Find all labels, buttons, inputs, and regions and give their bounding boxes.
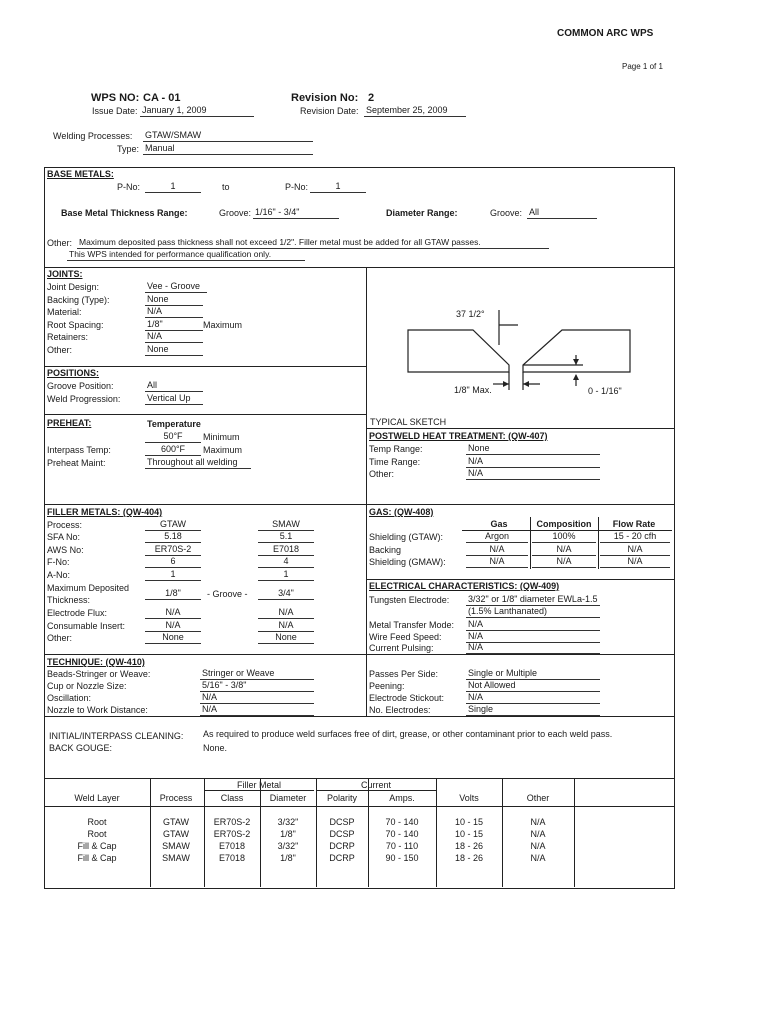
sketch-root-face: 0 - 1/16" [588,386,622,396]
technique-field-value: N/A [200,704,314,716]
technique-field-value: Single or Multiple [466,668,600,680]
preheat-minimum-value: 50°F [145,431,201,443]
divider [44,414,366,415]
filler-field-label: SFA No: [47,532,81,542]
pno-label: P-No: [117,182,141,192]
weld-table-cell: 90 - 150 [385,853,419,863]
revision-label: Revision No: [291,92,359,104]
weld-table-group-filler: Filler Metal [236,780,281,790]
pno-label-2: P-No: [285,182,309,192]
preheat-minimum-label: Minimum [203,432,240,442]
technique-field-label: Oscillation: [47,693,92,703]
max-deposited-label: Maximum Deposited [47,583,130,593]
weld-table-header: Process [159,793,193,803]
filler-gtaw-value: 5.18 [145,531,201,543]
filler-smaw-value: 1 [258,569,314,581]
joint-field-value: 1/8" [145,319,203,331]
weld-table-header: Other [526,793,550,803]
weld-table-cell: 1/8" [280,853,296,863]
preheat-maint-label: Preheat Maint: [47,458,106,468]
welding-processes: GTAW/SMAW [143,130,313,142]
filler-smaw-value: None [258,632,314,644]
joint-field-value: Vee - Groove [145,281,207,293]
divider [44,654,674,655]
technique-field-label: No. Electrodes: [369,705,431,715]
pno-1: 1 [145,181,201,193]
filler-field-label: Consumable Insert: [47,620,126,631]
gas-type-value: N/A [466,556,528,568]
gas-header-gas: Gas [490,519,508,529]
group-rule [316,790,436,791]
face-arrowhead-top [573,359,579,365]
weld-table-cell: E7018 [218,841,246,851]
wps-number: CA - 01 [143,92,181,104]
weld-table-header: Polarity [326,793,357,803]
joint-field-label: Retainers: [47,332,89,342]
filler-smaw-value: 4 [258,556,314,568]
diameter-groove-value: All [527,207,597,219]
weld-table-cell: 10 - 15 [454,817,484,827]
pwht-field-value: N/A [466,468,600,480]
weld-table-cell: 18 - 26 [454,841,484,851]
weld-progression: Vertical Up [145,393,203,405]
revision-number: 2 [368,92,375,104]
divider [44,267,674,268]
filler-gtaw-value: ER70S-2 [145,544,201,556]
gas-col-rule [598,517,599,569]
type-label: Type: [117,144,140,154]
weld-table-cell: 3/32" [277,817,299,827]
filler-gtaw-value: N/A [145,620,201,632]
weld-table-cell: DCRP [329,853,355,863]
divider [44,716,674,717]
weld-table-header: Amps. [389,793,415,803]
gas-flow-value: N/A [600,544,670,556]
electrical-field-label: Wire Feed Speed: [369,631,442,642]
max-deposited-label-2: Thickness: [47,595,91,605]
pwht-field-label: Temp Range: [369,444,423,454]
back-gouge-value: None. [203,743,228,753]
weld-table-header: Weld Layer [74,793,120,803]
weld-table-cell: Fill & Cap [77,841,117,851]
filler-field-label: AWS No: [47,544,84,555]
weld-table-cell: N/A [530,817,546,827]
groove-position-label: Groove Position: [47,381,114,391]
filler-smaw-value: 5.1 [258,531,314,543]
thickness-groove-value: 1/16" - 3/4" [253,207,339,219]
max-deposited-smaw: 3/4" [258,588,314,600]
diameter-range-label: Diameter Range: [386,208,458,218]
weld-table-cell: N/A [530,841,546,851]
thickness-range-label: Base Metal Thickness Range: [61,208,188,218]
filler-smaw-value: N/A [258,620,314,632]
technique-title: TECHNIQUE: (QW-410) [47,657,145,667]
gas-composition-value: N/A [532,556,596,568]
weld-table-cell: N/A [530,829,546,839]
gas-header-flow: Flow Rate [612,519,656,529]
weld-table-cell: DCRP [329,841,355,851]
gas-type-value: N/A [466,544,528,556]
interpass-value: 600°F [145,444,201,456]
page-number: Page 1 of 1 [622,62,663,71]
weld-table-cell: 70 - 110 [385,841,419,851]
technique-field-value: N/A [466,692,600,704]
weld-table-cell: SMAW [162,853,190,863]
joint-field-value: N/A [145,331,203,343]
gas-title: GAS: (QW-408) [369,507,434,517]
technique-field-label: Passes Per Side: [369,669,439,679]
left-plate [408,330,509,372]
gas-field-label: Backing [369,544,402,555]
revision-date: September 25, 2009 [364,105,466,117]
weld-table-cell: ER70S-2 [213,817,251,827]
technique-field-value: Stringer or Weave [200,668,314,680]
pwht-field-label: Time Range: [369,456,421,467]
weld-table-cell: E7018 [218,853,246,863]
gas-composition-value: 100% [532,531,596,543]
divider [44,366,366,367]
filler-field-label: Other: [47,633,73,643]
divider [366,579,674,580]
interpass-suffix: Maximum [203,445,243,455]
weld-table-cell: Root [87,817,107,827]
electrical-field-value: N/A [466,642,600,654]
weld-progression-label: Weld Progression: [47,394,121,404]
pwht-field-value: None [466,443,600,455]
weld-table-cell: SMAW [162,841,190,851]
filler-smaw-value: E7018 [258,544,314,556]
electrical-field-label: Current Pulsing: [369,643,434,653]
pno-2: 1 [310,181,366,193]
weld-table-header: Volts [459,793,479,803]
preheat-title: PREHEAT: [47,418,92,428]
gas-col-rule [530,517,531,569]
revision-date-label: Revision Date: [300,106,359,116]
filler-gtaw-value: 1 [145,569,201,581]
tungsten-line-2: (1.5% Lanthanated) [466,606,600,618]
sketch-caption: TYPICAL SKETCH [370,417,447,427]
tungsten-label: Tungsten Electrode: [369,595,450,605]
weld-table-cell: 1/8" [280,829,296,839]
filler-gtaw-value: N/A [145,607,201,619]
issue-date-label: Issue Date: [92,106,138,116]
filler-title: FILLER METALS: (QW-404) [47,507,163,517]
positions-title: POSITIONS: [47,368,100,378]
joint-field-label: Joint Design: [47,282,100,292]
pwht-field-value: N/A [466,456,600,468]
base-metals-title: BASE METALS: [47,169,114,179]
diameter-groove-label: Groove: [490,208,523,218]
base-other-label: Other: [47,238,73,248]
column-divider [366,267,367,716]
electrical-field-label: Metal Transfer Mode: [369,620,455,630]
divider [44,778,674,779]
cleaning-value: As required to produce weld surfaces free of dirt, grease, or other contaminant prior to each weld pass. [203,729,613,739]
gap-arrowhead-left [503,381,509,387]
preheat-maint-value: Throughout all welding [145,457,251,469]
weld-table-cell: ER70S-2 [213,829,251,839]
filler-field-label: Electrode Flux: [47,608,108,618]
back-gouge-label: BACK GOUGE: [49,743,113,753]
filler-col-gtaw: GTAW [145,519,201,531]
weld-table-cell: 70 - 140 [385,829,419,839]
pno-to: to [222,182,230,192]
weld-table-cell: Root [87,829,107,839]
weld-table-cell: DCSP [329,829,355,839]
weld-table-cell: 3/32" [277,841,299,851]
weld-table-cell: Fill & Cap [77,853,117,863]
electrical-title: ELECTRICAL CHARACTERISTICS: (QW-409) [369,581,560,591]
technique-field-label: Peening: [369,681,405,691]
joint-field-value: None [145,344,203,356]
tungsten-line-1: 3/32" or 1/8" diameter EWLa-1.5 [466,594,600,606]
technique-field-label: Beads-Stringer or Weave: [47,669,151,679]
weld-table-header: Class [220,793,244,803]
gas-type-value: Argon [466,531,528,543]
weld-table-cell: GTAW [163,817,189,827]
face-arrowhead-bottom [573,374,579,380]
joint-field-label: Other: [47,344,73,355]
gas-header-composition: Composition [536,519,592,529]
filler-field-label: F-No: [47,557,70,567]
gas-composition-value: N/A [532,544,596,556]
technique-field-value: 5/16" - 3/8" [200,680,314,692]
weld-table-cell: 70 - 140 [385,817,419,827]
technique-field-value: Not Allowed [466,680,600,692]
wps-label: WPS NO: [91,92,140,104]
right-plate [523,330,630,372]
filler-smaw-value: N/A [258,607,314,619]
joint-field-value: None [145,294,203,306]
weld-table-header-rule [44,806,674,807]
filler-gtaw-value: 6 [145,556,201,568]
joint-sketch [368,290,668,415]
weld-table-cell: 18 - 26 [454,853,484,863]
issue-date: January 1, 2009 [140,105,254,117]
thickness-groove-label: Groove: [219,208,252,218]
filler-field-label: A-No: [47,569,71,580]
base-other-line-2: This WPS intended for performance qualification only. [67,249,305,261]
weld-table-col-rule [574,778,575,887]
joints-title: JOINTS: [47,269,83,279]
technique-field-value: N/A [200,692,314,704]
weld-table-group-current: Current [360,780,391,790]
interpass-label: Interpass Temp: [47,445,111,455]
electrical-field-value: N/A [466,619,600,631]
sketch-root-gap: 1/8" Max. [454,385,492,395]
pwht-field-label: Other: [369,469,395,479]
weld-table-cell: N/A [530,853,546,863]
weld-table-cell: 10 - 15 [454,829,484,839]
gas-field-label: Shielding (GMAW): [369,557,446,567]
joint-field-label: Root Spacing: [47,319,104,330]
type-value: Manual [143,143,313,155]
divider [366,428,674,429]
joint-field-label: Material: [47,307,82,317]
technique-field-label: Electrode Stickout: [369,693,445,703]
joint-field-value: N/A [145,306,203,318]
base-other-line-1: Maximum deposited pass thickness shall not exceed 1/2". Filler metal must be added for all GTAW passes. [77,237,549,249]
group-rule [204,790,314,791]
divider [44,504,674,505]
technique-field-value: Single [466,704,600,716]
weld-table-cell: DCSP [329,817,355,827]
weld-table-header: Diameter [269,793,307,803]
technique-field-label: Cup or Nozzle Size: [47,681,127,691]
gas-field-label: Shielding (GTAW): [369,532,444,542]
max-deposited-gtaw: 1/8" [145,588,201,600]
weld-table-cell: GTAW [163,829,189,839]
filler-gtaw-value: None [145,632,201,644]
max-deposited-groove: - Groove - [207,589,248,599]
filler-process-label: Process: [47,520,83,530]
gas-flow-value: N/A [600,556,670,568]
document-title: COMMON ARC WPS [557,28,654,39]
gas-flow-value: 15 - 20 cfh [600,531,670,543]
joint-field-label: Backing (Type): [47,294,110,305]
cleaning-label: INITIAL/INTERPASS CLEANING: [49,731,184,741]
temperature-heading: Temperature [147,419,201,429]
pwht-title: POSTWELD HEAT TREATMENT: (QW-407) [369,431,548,441]
sketch-angle: 37 1/2° [456,309,485,319]
technique-field-label: Nozzle to Work Distance: [47,705,148,715]
electrical-field-value: N/A [466,631,600,643]
filler-col-smaw: SMAW [258,519,314,531]
root-spacing-suffix: Maximum [203,320,243,330]
gap-arrowhead-right [523,381,529,387]
groove-position: All [145,380,203,392]
welding-processes-label: Welding Processes: [53,131,133,141]
